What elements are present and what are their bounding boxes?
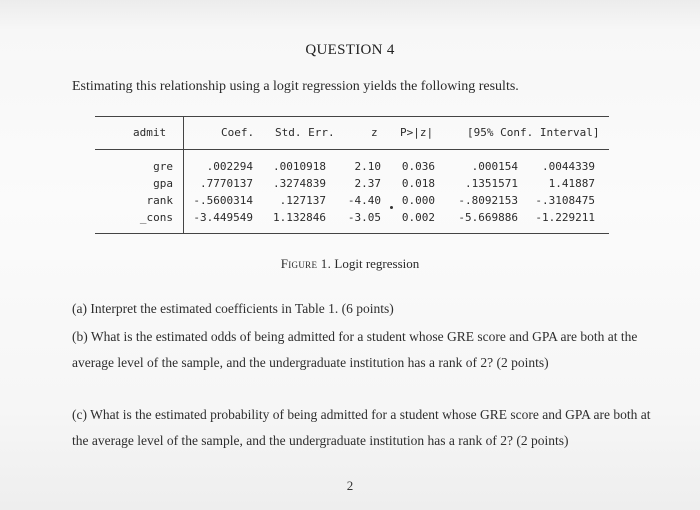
table-vertical-rule (183, 116, 184, 234)
header-z: z (371, 126, 378, 139)
cell-z: 2.37 (354, 177, 381, 190)
stray-mark (390, 206, 393, 209)
header-p-value: P>|z| (400, 126, 434, 139)
cell-ci-high: .0044339 (542, 160, 595, 173)
header-coef: Coef. (221, 126, 255, 139)
cell-std-err: .3274839 (273, 177, 326, 190)
cell-p-value: 0.000 (401, 194, 435, 207)
cell-z: -3.05 (347, 211, 381, 224)
cell-p-value: 0.002 (401, 211, 435, 224)
row-label-rank: rank (146, 194, 173, 207)
question-part-a: (a) Interpret the estimated coefficients in Table 1. (6 points) (72, 301, 394, 316)
table-header-rule (95, 149, 609, 150)
cell-ci-low: .000154 (471, 160, 518, 173)
cell-coef: .7770137 (200, 177, 253, 190)
page-number: 2 (346, 478, 354, 493)
question-intro: Estimating this relationship using a logit regression yields the following results. (72, 79, 519, 94)
cell-p-value: 0.018 (401, 177, 435, 190)
header-std-err: Std. Err. (275, 126, 335, 139)
cell-ci-low: -.8092153 (458, 194, 518, 207)
row-label-gre: gre (153, 160, 173, 173)
cell-p-value: 0.036 (401, 160, 435, 173)
cell-ci-high: 1.41887 (548, 177, 595, 190)
figure-caption (0, 256, 700, 272)
cell-ci-high: -.3108475 (535, 194, 595, 207)
figure-caption-text: Logit regression (334, 256, 420, 271)
row-label-gpa: gpa (153, 177, 173, 190)
figure-label: Figure 1. (280, 256, 332, 271)
cell-ci-low: -5.669886 (458, 211, 518, 224)
cell-z: 2.10 (354, 160, 381, 173)
cell-std-err: .0010918 (273, 160, 326, 173)
cell-coef: -.5600314 (193, 194, 253, 207)
cell-coef: -3.449549 (193, 211, 253, 224)
cell-ci-high: -1.229211 (535, 211, 595, 224)
question-heading: QUESTION 4 (305, 42, 395, 58)
table-top-rule (95, 116, 609, 117)
table-bottom-rule (95, 233, 609, 234)
question-part-b: (b) What is the estimated odds of being admitted for a student whose GRE score and GPA are both at the average level of the sample, and the undergraduate institution has a rank of 2? (2 points) (72, 329, 638, 370)
cell-std-err: 1.132846 (273, 211, 326, 224)
question-part-c: (c) What is the estimated probability of being admitted for a student whose GRE score and GPA are both at the average level of the sample, and the undergraduate institution has a rank of 2? (2 points) (72, 407, 651, 448)
cell-ci-low: .1351571 (465, 177, 518, 190)
row-label-cons: _cons (139, 211, 173, 224)
regression-results-table (95, 116, 609, 234)
cell-std-err: .127137 (279, 194, 326, 207)
header-confidence-interval: [95% Conf. Interval] (467, 126, 600, 139)
header-dependent-variable: admit (133, 126, 167, 139)
cell-coef: .002294 (206, 160, 253, 173)
cell-z: -4.40 (347, 194, 381, 207)
